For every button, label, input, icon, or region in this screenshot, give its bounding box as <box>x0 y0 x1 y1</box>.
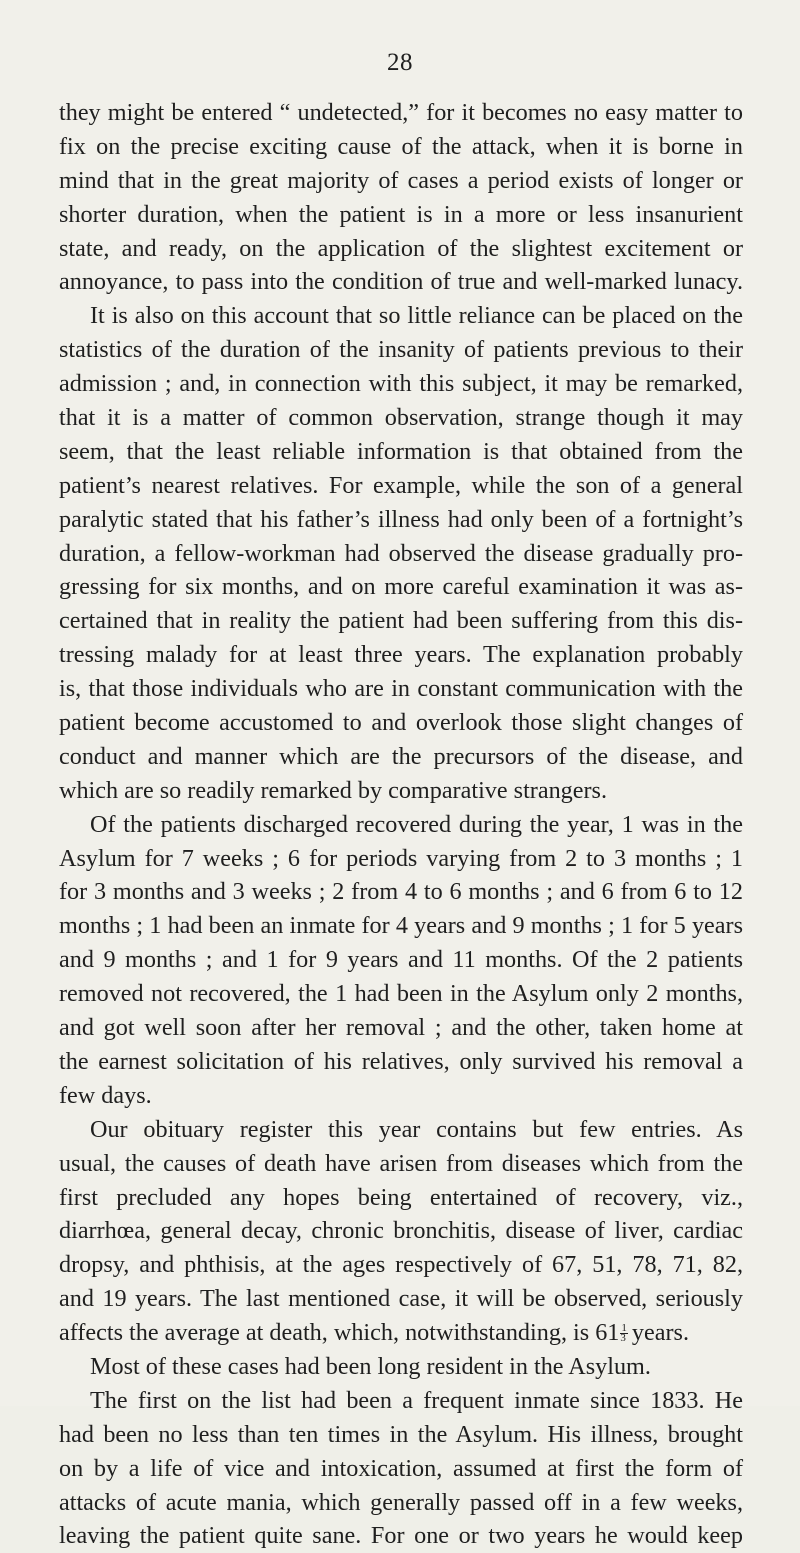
text-line: and got well soon after her removal ; and the other, taken home at <box>59 1014 743 1042</box>
text-line: statistics of the duration of the insanity of patients previous to their <box>59 336 743 364</box>
fraction <box>620 1324 628 1343</box>
text-line: for 3 months and 3 weeks ; 2 from 4 to 6 months ; and 6 from 6 to 12 <box>59 878 743 906</box>
text-line: The first on the list had been a frequent inmate since 1833. He <box>90 1386 743 1414</box>
text-line: the earnest solicitation of his relatives, only survived his removal a <box>59 1047 743 1075</box>
text-line: Of the patients discharged recovered during the year, 1 was in the <box>90 810 743 838</box>
text-line: on by a life of vice and intoxication, assumed at first the form of <box>59 1454 743 1482</box>
body-text <box>59 96 743 1553</box>
text-line: first precluded any hopes being entertained of recovery, viz., <box>59 1183 743 1211</box>
text-line: which are so readily remarked by comparative strangers. <box>59 776 608 804</box>
text-line: It is also on this account that so little reliance can be placed on the <box>90 302 743 330</box>
fraction-numerator: 1 <box>621 1322 627 1335</box>
text-line: leaving the patient quite sane. For one or two years he would keep <box>59 1522 743 1550</box>
text-line: shorter duration, when the patient is in a more or less insanurient <box>59 200 743 228</box>
fraction-denominator: 3 <box>620 1332 626 1345</box>
text-line: months ; 1 had been an inmate for 4 years and 9 months ; 1 for 5 years <box>59 912 743 940</box>
fraction-suffix: years. <box>631 1319 689 1347</box>
text-line: that it is a matter of common observation, strange though it may <box>59 404 743 432</box>
text-line: usual, the causes of death have arisen from diseases which from the <box>59 1149 743 1177</box>
text-line: diarrhœa, general decay, chronic bronchitis, disease of liver, cardiac <box>59 1217 743 1245</box>
text-line: they might be entered “ undetected,” for it becomes no easy matter to <box>59 99 743 126</box>
text-line: few days. <box>59 1081 152 1109</box>
text-line: seem, that the least reliable information is that obtained from the <box>59 437 743 465</box>
text-line: patient’s nearest relatives. For example, while the son of a general <box>59 471 743 499</box>
text-line: Most of these cases had been long resident in the Asylum. <box>90 1352 651 1380</box>
text-line: dropsy, and phthisis, at the ages respectively of 67, 51, 78, 71, 82, <box>59 1251 743 1279</box>
text-line: Asylum for 7 weeks ; 6 for periods varying from 2 to 3 months ; 1 <box>59 844 743 872</box>
fraction-line-text: affects the average at death, which, notwithstanding, is 61 <box>59 1319 620 1347</box>
text-line: patient become accustomed to and overlook those slight changes of <box>59 709 743 737</box>
text-line: fix on the precise exciting cause of the attack, when it is borne in <box>59 132 743 160</box>
text-line: state, and ready, on the application of the slightest excitement or <box>59 234 743 262</box>
text-line: admission ; and, in connection with this subject, it may be remarked, <box>59 370 743 398</box>
text-line-with-fraction <box>59 1316 743 1350</box>
text-line: paralytic stated that his father’s illness had only been of a fortnight’s <box>59 505 743 533</box>
text-line: removed not recovered, the 1 had been in the Asylum only 2 months, <box>59 980 743 1008</box>
text-line: and 9 months ; and 1 for 9 years and 11 months. Of the 2 patients <box>59 946 743 974</box>
text-line: had been no less than ten times in the Asylum. His illness, brought <box>59 1420 743 1448</box>
text-line: Our obituary register this year contains but few entries. As <box>90 1115 743 1143</box>
text-line: tressing malady for at least three years. The explanation probably <box>59 641 743 669</box>
page-number: 28 <box>387 49 413 76</box>
text-line: and 19 years. The last mentioned case, it will be observed, seriously <box>59 1285 743 1313</box>
text-line: mind that in the great majority of cases a period exists of longer or <box>59 166 743 194</box>
text-line: certained that in reality the patient had been suffering from this dis- <box>59 607 743 635</box>
text-line: is, that those individuals who are in constant communication with the <box>59 675 743 703</box>
text-line: conduct and manner which are the precursors of the disease, and <box>59 742 743 770</box>
text-line: annoyance, to pass into the condition of true and well-marked lunacy. <box>59 268 743 296</box>
text-line: duration, a fellow-workman had observed the disease gradually pro- <box>59 539 743 567</box>
text-line: gressing for six months, and on more careful examination it was as- <box>59 573 743 601</box>
text-line: attacks of acute mania, which generally passed off in a few weeks, <box>59 1488 743 1516</box>
